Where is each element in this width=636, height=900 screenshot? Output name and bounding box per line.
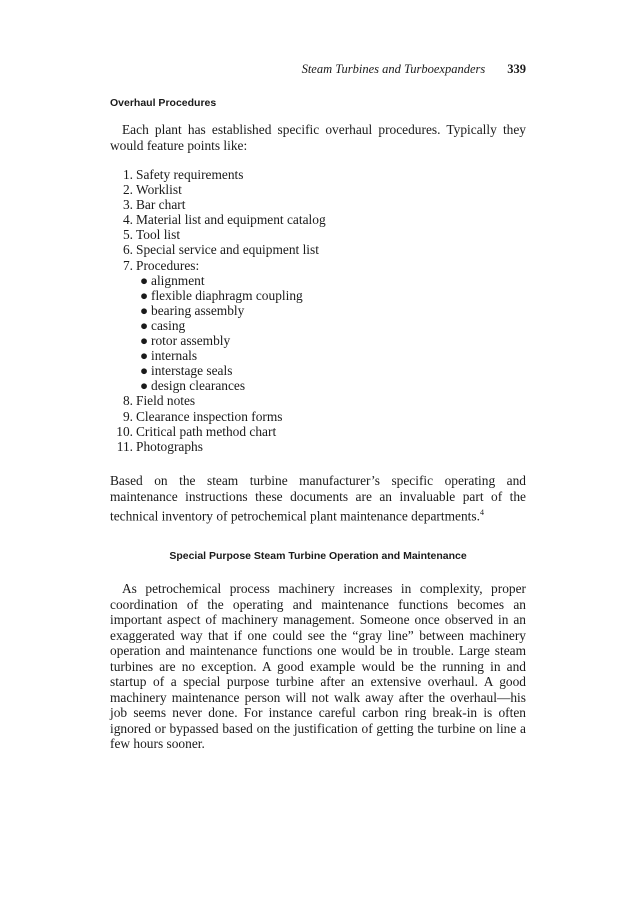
sublist-item — [136, 363, 526, 378]
sublist-item-text: casing — [151, 317, 186, 333]
list-item-number: 3. — [122, 197, 133, 213]
list-item-number: 8. — [122, 393, 133, 409]
sublist-item-text: bearing assembly — [151, 302, 245, 318]
closing-paragraph — [110, 473, 526, 524]
bullet-icon: ● — [140, 302, 149, 318]
sublist-item — [136, 348, 526, 363]
bullet-icon: ● — [140, 287, 149, 303]
sublist-item-text: internals — [151, 348, 198, 364]
list-item — [110, 424, 526, 439]
sublist-item — [136, 288, 526, 303]
list-item-text: Special service and equipment list — [136, 242, 319, 258]
sublist-item — [136, 303, 526, 318]
overhaul-points-list — [110, 167, 526, 454]
sublist-item — [136, 333, 526, 348]
list-item — [110, 167, 526, 182]
sublist-item-text: interstage seals — [151, 363, 233, 379]
sublist-item-text: flexible diaphragm coupling — [151, 287, 303, 303]
section-heading-overhaul: Overhaul Procedures — [110, 97, 217, 109]
page-number: 339 — [507, 62, 526, 76]
sublist-item — [136, 378, 526, 393]
list-item-text: Critical path method chart — [136, 423, 277, 439]
list-item — [110, 393, 526, 408]
list-item-text: Worklist — [136, 182, 182, 198]
procedures-sublist — [136, 273, 526, 394]
sublist-item — [136, 318, 526, 333]
closing-paragraph-text: Based on the steam turbine manufacturer’s specific operating and maintenance instructions these documents are an invaluable part of the technical inventory of petrochemical plant maintenance departments. — [110, 473, 526, 524]
list-item — [110, 227, 526, 242]
sublist-item-text: alignment — [151, 272, 205, 288]
bullet-icon: ● — [140, 317, 149, 333]
list-item-number: 7. — [122, 257, 133, 273]
list-item-number: 5. — [122, 227, 133, 243]
sublist-item-text: rotor assembly — [151, 333, 231, 349]
list-item-text: Tool list — [136, 227, 181, 243]
list-item-number: 9. — [122, 408, 133, 424]
bullet-icon: ● — [140, 333, 149, 349]
bullet-icon: ● — [140, 348, 149, 364]
bullet-icon: ● — [140, 378, 149, 394]
list-item-text: Photographs — [136, 438, 203, 454]
running-head — [110, 62, 526, 77]
list-item-number: 6. — [122, 242, 133, 258]
footnote-marker: 4 — [479, 508, 484, 517]
intro-paragraph: Each plant has established specific overhaul procedures. Typically they would feature points like: — [110, 122, 526, 153]
list-item-text: Procedures: — [136, 257, 200, 273]
list-item-number: 2. — [122, 182, 133, 198]
list-item — [110, 409, 526, 424]
list-item-text: Safety requirements — [136, 167, 244, 182]
sublist-item — [136, 273, 526, 288]
list-item — [110, 182, 526, 197]
list-item-number: 1. — [122, 167, 133, 182]
bullet-icon: ● — [140, 272, 149, 288]
list-item — [110, 439, 526, 454]
list-item — [110, 197, 526, 212]
bullet-icon: ● — [140, 363, 149, 379]
list-item-number: 10. — [116, 423, 133, 439]
list-item-text: Bar chart — [136, 197, 186, 213]
list-item — [110, 242, 526, 257]
list-item-text: Clearance inspection forms — [136, 408, 283, 424]
list-item-text: Material list and equipment catalog — [136, 212, 326, 228]
running-head-title: Steam Turbines and Turboexpanders — [301, 62, 486, 76]
list-item-text: Field notes — [136, 393, 196, 409]
list-item-procedures — [110, 258, 526, 394]
body-paragraph: As petrochemical process machinery increases in complexity, proper coordination of the operating and maintenance functions becomes an important aspect of machinery management. Someone once observed in an exaggerated way that if one could see the “gray line” between machinery operation and maintenance functions one would be in trouble. Large steam turbines are no exception. A good example would be the running in and startup of a special purpose turbine after an extensive overhaul. A good machinery maintenance person will not walk away after the overhaul—his job seems never done. For instance careful carbon ring break-in is often ignored or bypassed based on the justification of getting the turbine on line a few hours sooner. — [110, 581, 526, 751]
sublist-item-text: design clearances — [151, 378, 246, 394]
section-heading-special-purpose: Special Purpose Steam Turbine Operation and Maintenance — [169, 550, 467, 562]
list-item-number: 11. — [116, 438, 133, 454]
list-item — [110, 212, 526, 227]
list-item-number: 4. — [122, 212, 133, 228]
